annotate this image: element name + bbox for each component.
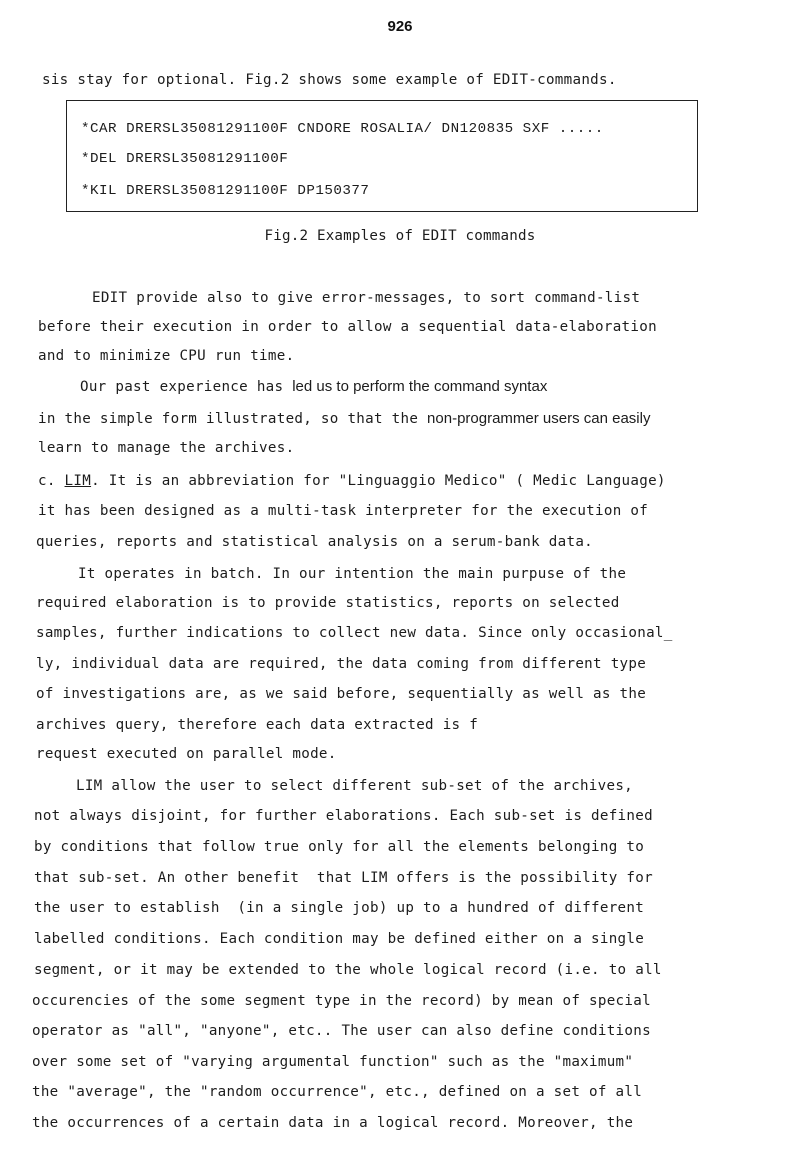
- intro-line: sis stay for optional. Fig.2 shows some example of EDIT-commands.: [42, 72, 617, 88]
- edit-command-kil: *KIL DRERSL35081291100F DP150377: [81, 183, 370, 199]
- p3-line-1-rest: . It is an abbreviation for "Linguaggio Medico" ( Medic Language): [91, 473, 666, 489]
- p2-line-3: learn to manage the archives.: [38, 440, 295, 456]
- p5-line-11: the "average", the "random occurrence", etc., defined on a set of all: [32, 1084, 643, 1100]
- p2-line-2-hand: non-programmer users can easily: [427, 410, 651, 427]
- p4-line-3: samples, further indications to collect new data. Since only occasional_: [36, 625, 673, 641]
- p5-line-6: labelled conditions. Each condition may be defined either on a single: [34, 931, 645, 947]
- p4-line-4: ly, individual data are required, the data coming from different type: [36, 656, 647, 672]
- p2-line-1-hand: led us to perform the command syntax: [292, 378, 548, 395]
- p2-line-2-typed: in the simple form illustrated, so that the: [38, 411, 419, 427]
- figure-caption: Fig.2 Examples of EDIT commands: [264, 228, 536, 244]
- p5-line-12: the occurrences of a certain data in a logical record. Moreover, the: [32, 1115, 634, 1131]
- p4-line-2: required elaboration is to provide statistics, reports on selected: [36, 595, 620, 611]
- p5-line-3: by conditions that follow true only for all the elements belonging to: [34, 839, 645, 855]
- p3-line-3: queries, reports and statistical analysis on a serum-bank data.: [36, 534, 594, 550]
- p4-line-6: archives query, therefore each data extracted is f: [36, 717, 479, 733]
- p5-line-4: that sub-set. An other benefit that LIM offers is the possibility for: [34, 870, 653, 886]
- edit-command-del: *DEL DRERSL35081291100F: [81, 151, 289, 167]
- p2-line-2: [38, 410, 650, 427]
- p5-line-7: segment, or it may be extended to the whole logical record (i.e. to all: [34, 962, 662, 978]
- lim-heading: LIM: [64, 473, 92, 489]
- p2-line-1-typed: Our past experience has: [80, 379, 284, 395]
- p5-line-9: operator as "all", "anyone", etc.. The user can also define conditions: [32, 1023, 651, 1039]
- p3-prefix: c.: [38, 473, 65, 489]
- edit-command-car: *CAR DRERSL35081291100F CNDORE ROSALIA/ DN120835 SXF .....: [81, 121, 604, 137]
- figure-box: [66, 100, 698, 212]
- p5-line-8: occurencies of the some segment type in the record) by mean of special: [32, 993, 651, 1009]
- p1-line-3: and to minimize CPU run time.: [38, 348, 295, 364]
- p5-line-1: LIM allow the user to select different sub-set of the archives,: [76, 778, 634, 794]
- p4-line-5: of investigations are, as we said before, sequentially as well as the: [36, 686, 647, 702]
- p5-line-5: the user to establish (in a single job) up to a hundred of different: [34, 900, 645, 916]
- p4-line-7: request executed on parallel mode.: [36, 746, 337, 762]
- page-number: 926: [387, 18, 413, 35]
- p1-line-1: EDIT provide also to give error-messages, to sort command-list: [92, 290, 641, 306]
- p3-line-1: [38, 473, 666, 489]
- p3-line-2: it has been designed as a multi-task interpreter for the execution of: [38, 503, 649, 519]
- p5-line-10: over some set of "varying argumental function" such as the "maximum": [32, 1054, 634, 1070]
- p2-line-1: [80, 378, 547, 395]
- p4-line-1: It operates in batch. In our intention the main purpuse of the: [78, 566, 627, 582]
- p5-line-2: not always disjoint, for further elaborations. Each sub-set is defined: [34, 808, 653, 824]
- p1-line-2: before their execution in order to allow a sequential data-elaboration: [38, 319, 657, 335]
